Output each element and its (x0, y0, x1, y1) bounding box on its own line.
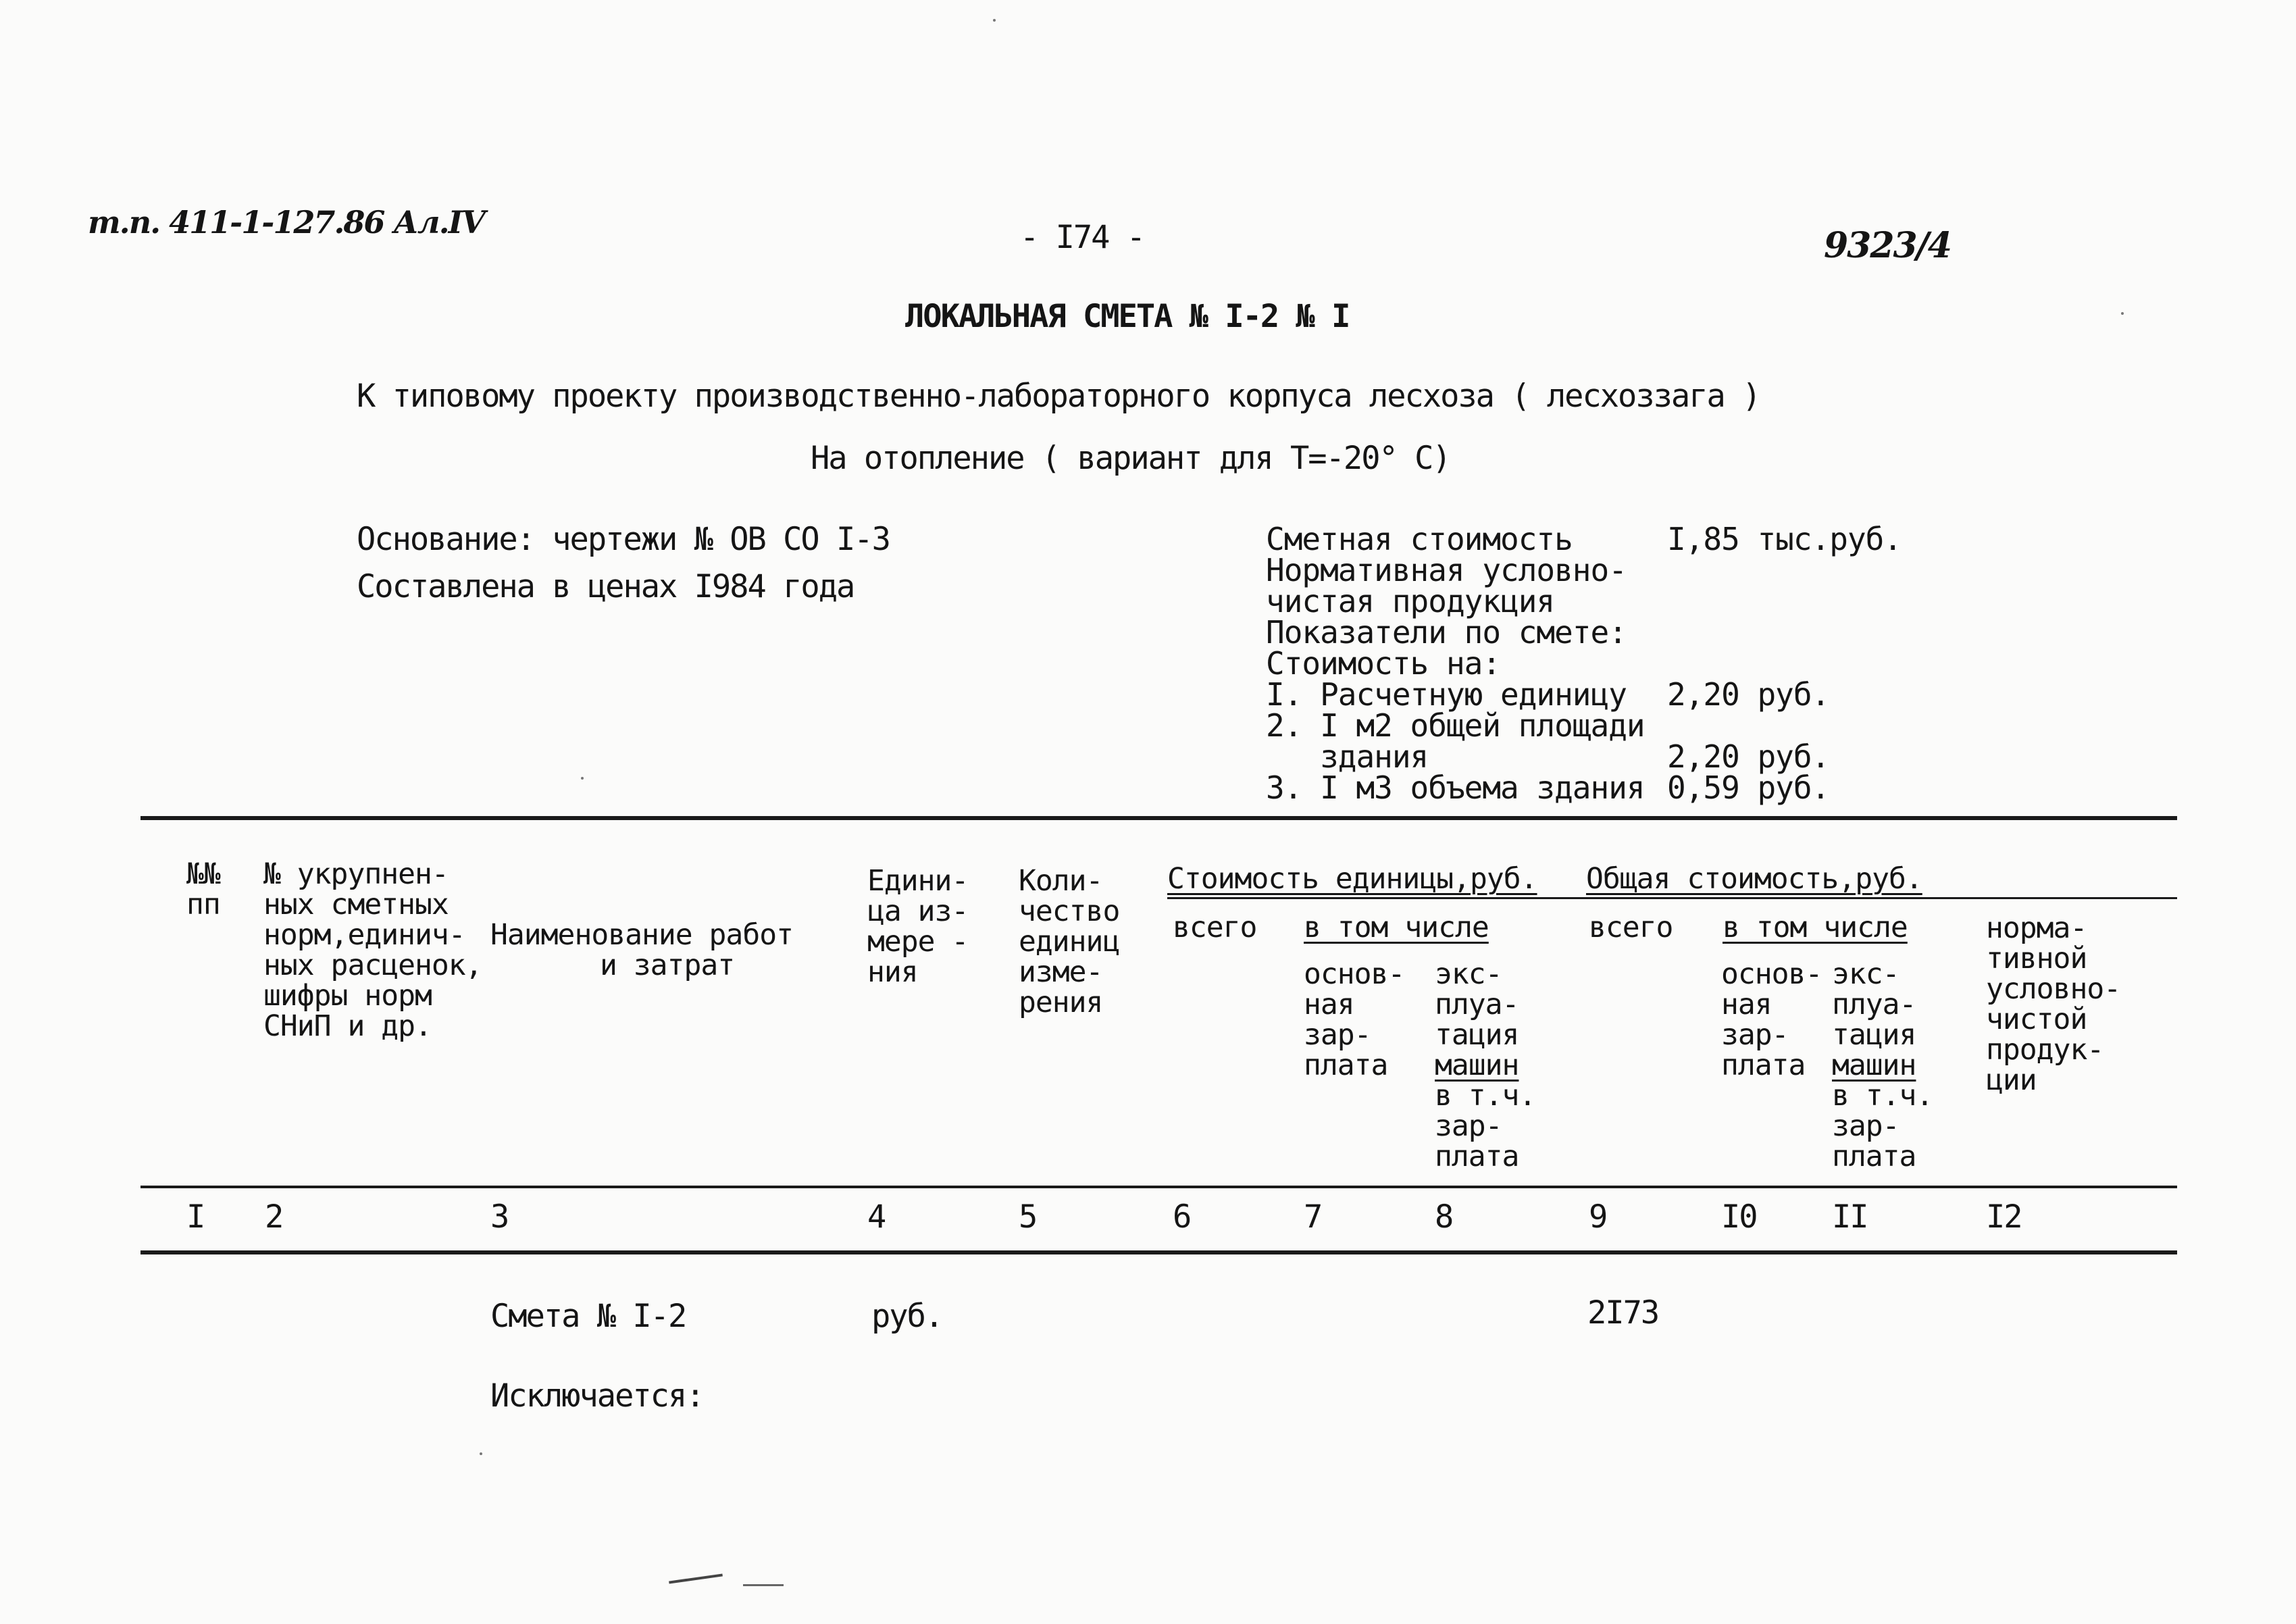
summary-label: Нормативная условно- (1266, 552, 1627, 588)
scan-stroke (669, 1573, 723, 1583)
header-unit-including: в том числе (1304, 911, 1489, 944)
header-group-total-cost: Общая стоимость,руб. (1586, 862, 1922, 896)
header-unit-base-salary: основ- ная зар- плата (1304, 957, 1405, 1082)
header-col-work-name: Наименование работ и затрат (490, 918, 793, 982)
summary-label: Сметная стоимость (1266, 521, 1573, 557)
column-number: I (186, 1198, 205, 1236)
summary-label: 3. I м3 объема здания (1266, 769, 1645, 806)
document-code-handwritten: т.п. 411-1-127.86 Ал.IV (88, 204, 484, 240)
cost-per-m2-value: 2,20 руб. (1667, 738, 1830, 775)
header-total-machine-operation: экс- плуа- тация машин в т.ч. зар- плата (1832, 957, 1933, 1173)
row-total-cost: 2I73 (1587, 1294, 1659, 1331)
page-number: - I74 - (1020, 219, 1145, 256)
scan-speck (2121, 312, 2124, 315)
column-number: 2 (265, 1198, 283, 1236)
header-group-unit-cost: Стоимость единицы,руб. (1167, 862, 1537, 896)
column-number: 9 (1589, 1198, 1607, 1236)
header-col-net-product: норма- тивной условно- чистой продук- ции (1986, 911, 2121, 1097)
document-subtitle-heating: На отопление ( вариант для Т=-20° С) (811, 440, 1450, 477)
scan-speck (581, 777, 584, 780)
number-row-bottom-rule (141, 1250, 2177, 1254)
scan-stroke (743, 1584, 784, 1586)
document-title: ЛОКАЛЬНАЯ СМЕТА № I-2 № I (905, 298, 1350, 335)
header-total-including: в том числе (1723, 911, 1908, 944)
scan-speck (993, 19, 996, 22)
table-top-rule (141, 816, 2177, 820)
summary-label: Стоимость на: (1266, 645, 1501, 682)
summary-label: 2. I м2 общей площади (1266, 707, 1645, 744)
column-number: 6 (1173, 1198, 1191, 1236)
header-group-underline (1167, 897, 2177, 899)
header-col-quantity: Коли- чество единиц изме- рения (1019, 864, 1120, 1019)
document-subtitle: К типовому проекту производственно-лабораторного корпуса лесхоза ( лесхоззага ) (357, 378, 1760, 415)
basis-prices-year: Составлена в ценах I984 года (357, 568, 854, 605)
header-total-base-salary: основ- ная зар- плата (1721, 957, 1822, 1082)
summary-label: чистая продукция (1266, 583, 1555, 619)
estimated-cost-value: I,85 тыс.руб. (1667, 521, 1902, 557)
column-number: 3 (490, 1198, 509, 1236)
column-number: 8 (1435, 1198, 1453, 1236)
scan-speck (480, 1452, 482, 1455)
column-number: II (1832, 1198, 1868, 1236)
row-unit: руб. (871, 1298, 943, 1335)
summary-label: Показатели по смете: (1266, 614, 1627, 651)
header-bottom-rule (141, 1186, 2177, 1188)
header-col-norm-code: № укрупнен- ных сметных норм,единич- ных расценок, шифры норм СНиП и др. (263, 857, 482, 1043)
column-number: I2 (1986, 1198, 2022, 1236)
cost-per-m3-value: 0,59 руб. (1667, 769, 1830, 806)
header-unit-machine-operation: экс- плуа- тация машин в т.ч. зар- плата (1435, 957, 1536, 1173)
row-work-name: Смета № I-2 (490, 1298, 686, 1335)
summary-labels (1266, 521, 1645, 806)
summary-values (1667, 521, 1902, 806)
row-work-name: Исключается: (490, 1377, 704, 1415)
summary-label: I. Расчетную единицу (1266, 676, 1627, 713)
header-total-total: всего (1589, 911, 1673, 944)
header-col-row-number: №№ пп (186, 857, 220, 921)
cost-per-unit-value: 2,20 руб. (1667, 676, 1830, 713)
column-number: 7 (1304, 1198, 1322, 1236)
summary-label: здания (1266, 738, 1429, 775)
column-number: 5 (1019, 1198, 1037, 1236)
header-unit-total: всего (1173, 911, 1257, 944)
header-col-unit: Едини- ца из- мере - ния (867, 864, 969, 989)
basis-drawings: Основание: чертежи № ОВ СО I-3 (357, 521, 890, 558)
column-number: 4 (867, 1198, 886, 1236)
column-number: I0 (1721, 1198, 1757, 1236)
archive-number-handwritten: 9323/4 (1824, 225, 1951, 266)
